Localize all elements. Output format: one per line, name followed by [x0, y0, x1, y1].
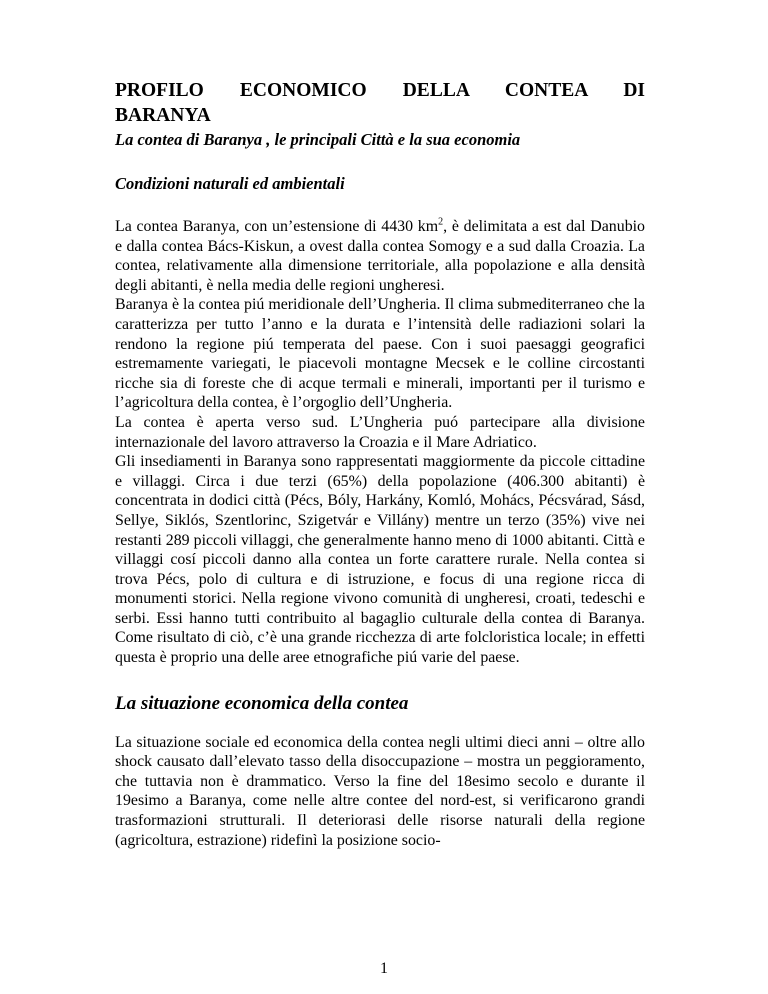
paragraph: La contea è aperta verso sud. L’Ungheria puó partecipare alla divisione internazionale del lavoro attraverso la Croazia e il Mare Adriatico. [115, 413, 645, 451]
page-number: 1 [380, 960, 388, 977]
section-heading-economic-situation: La situazione economica della contea [115, 692, 409, 714]
section-heading-natural-conditions: Condizioni naturali ed ambientali [115, 174, 345, 193]
paragraph: Gli insediamenti in Baranya sono rappresentati maggiormente da piccole cittadine e villaggi. Circa i due terzi (65%) della popolazione (406.300 abitanti) è concentrata in dodici città (Pécs, Bóly, Harkány, Komló, Mohács, Pécsvárad, Sásd, Sellye, Siklós, Szentlorinc, Szigetvár e Villány) mentre un terzo (35%) vive nei restanti 289 piccoli villaggi, che generalmente hanno meno di 1000 abitanti. Città e villaggi cosí piccoli danno alla contea un forte carattere rurale. Nella contea si trova Pécs, polo di cultura e di istruzione, e focus di una regione ricca di monumenti storici. Nella regione vivono comunità di ungheresi, croati, tedeschi e serbi. Essi hanno tutti contribuito al bagaglio culturale della contea di Baranya. Come risultato di ciò, c’è una grande ricchezza di arte folcloristica locale; in effetti questa è proprio una delle aree etnografiche piú varie del paese. [115, 453, 645, 667]
paragraph: La situazione sociale ed economica della contea negli ultimi dieci anni – oltre allo shock causato dall’elevato tasso della disoccupazione – mostra un peggioramento, che tuttavia non è drammatico. Verso la fine del 18esimo secolo e durante il 19esimo a Baranya, come nelle altre contee del nord-est, si verificarono grandi trasformazioni strutturali. Il deteriorasi delle risorse naturali della regione (agricoltura, estrazione) ridefinì la posizione socio- [115, 733, 645, 849]
superscript: 2 [438, 216, 444, 228]
document-body [115, 78, 645, 850]
document-title-line1: PROFILO ECONOMICO DELLA CONTEA DI [115, 80, 645, 101]
document-subtitle: La contea di Baranya , le principali Città e la sua economia [115, 130, 521, 149]
document-title-line2: BARANYA [115, 105, 211, 126]
paragraph: Baranya è la contea piú meridionale dell’Ungheria. Il clima submediterraneo che la caratterizza per tutto l’anno e la durata e l’intensità delle radiazioni solari la rendono la regione piú temperata del paese. Con i suoi paesaggi geografici estremamente variegati, le piacevoli montagne Mecsek e le colline circostanti ricche sia di foreste che di acque termali e minerali, importanti per il turismo e l’agricoltura della contea, è l’orgoglio dell’Ungheria. [115, 296, 645, 412]
paragraph [115, 217, 645, 295]
paragraph-text: La contea Baranya, con un’estensione di 4430 km [115, 218, 439, 235]
paragraph-text: , è delimitata a est dal Danubio e dalla contea Bács-Kiskun, a ovest dalla contea Somogy e a sud dalla Croazia. La contea, relativamente alla dimensione territoriale, alla popolazione e alla densità degli abitanti, è nella media delle regioni ungheresi. [115, 218, 645, 294]
